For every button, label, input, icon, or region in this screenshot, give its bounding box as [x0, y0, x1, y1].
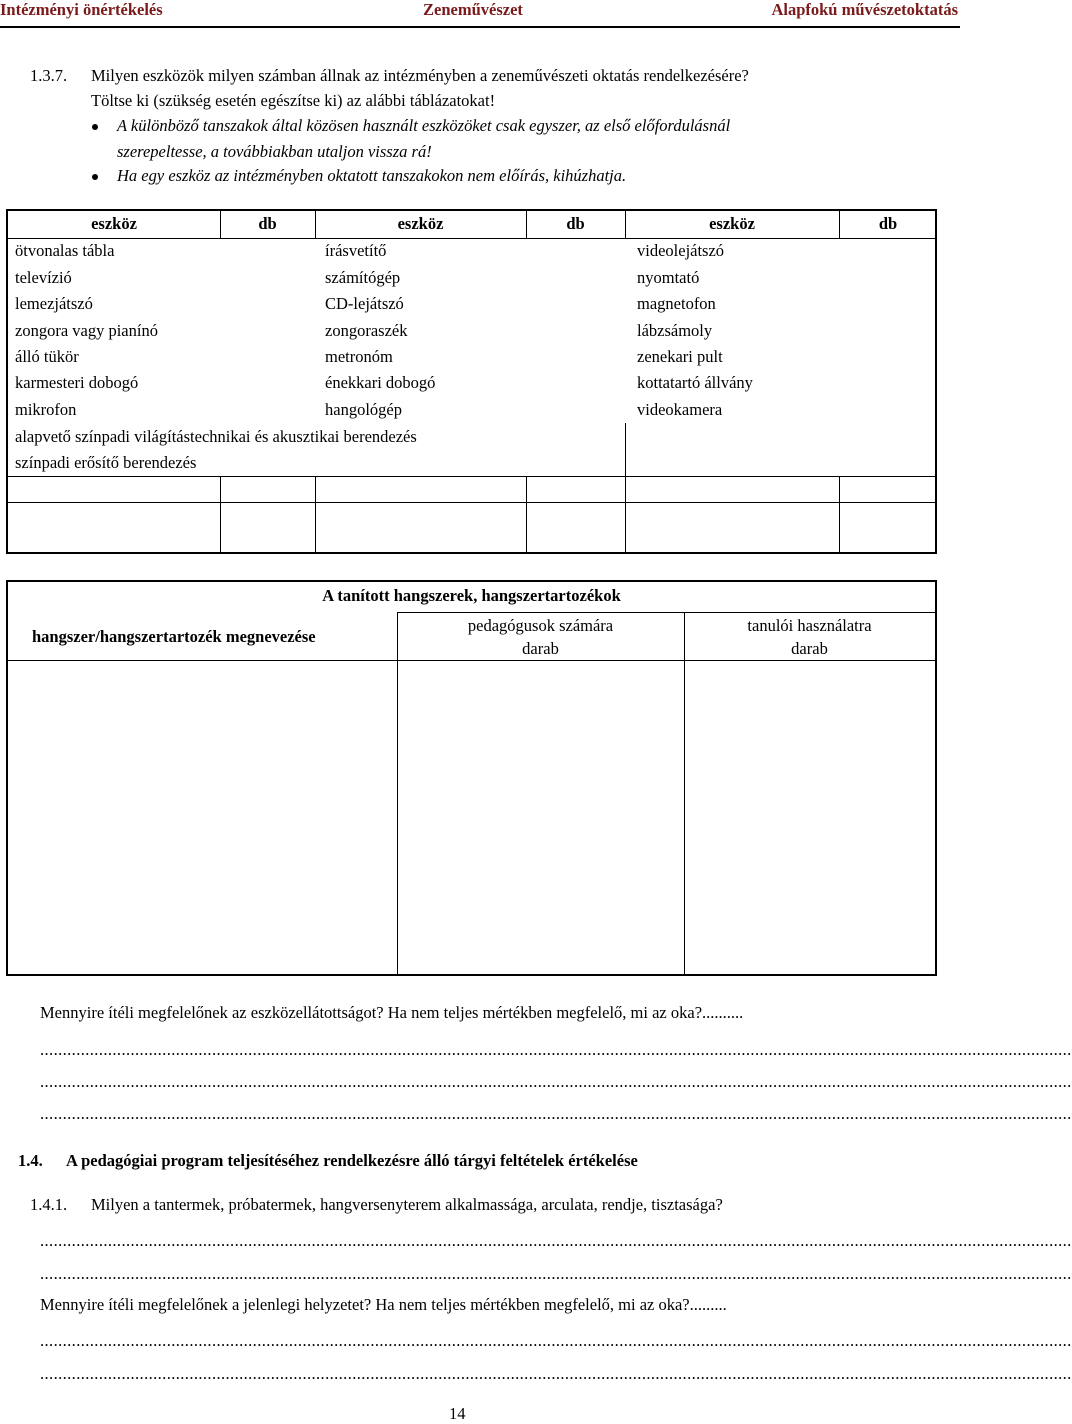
equipment-item: kottatartó állvány [637, 373, 753, 392]
section-question: Milyen a tantermek, próbatermek, hangversenyterem alkalmassága, arculata, rendje, tisztasága? [91, 1195, 723, 1214]
table-divider [625, 476, 626, 554]
instruments-table [6, 580, 937, 976]
table-divider [315, 476, 316, 554]
equipment-item: írásvetítő [325, 241, 387, 260]
equipment-item: számítógép [325, 268, 401, 287]
equipment-item: CD-lejátszó [325, 294, 404, 313]
table-divider [8, 476, 935, 477]
equipment-item: videokamera [637, 400, 723, 419]
equipment-item-wide: színpadi erősítő berendezés [15, 453, 197, 472]
table-divider [526, 476, 527, 554]
equipment-item: lemezjátszó [15, 294, 93, 313]
answer-line[interactable]: .................................................................................................................................................................................................................................... [40, 1104, 1072, 1123]
bullet-text: szerepeltesse, a továbbiakban utaljon vissza rá! [117, 142, 432, 161]
header-rule [0, 26, 960, 28]
section-instruction: Töltse ki (szükség esetén egészítse ki) az alábbi táblázatokat! [91, 91, 496, 110]
table-divider [8, 238, 935, 239]
answer-line[interactable]: .................................................................................................................................................................................................................................... [40, 1331, 1072, 1350]
bullet-text: A különböző tanszakok által közösen használt eszközöket csak egyszer, az első előfordulásnál [117, 116, 731, 135]
column-header: eszköz [709, 214, 755, 233]
equipment-item: lábzsámoly [637, 321, 713, 340]
header-center: Zeneművészet [423, 0, 523, 19]
question-text: Mennyire ítéli megfelelőnek a jelenlegi helyzetet? Ha nem teljes mértékben megfelelő, mi az oka?......... [40, 1295, 727, 1314]
equipment-item: magnetofon [637, 294, 716, 313]
equipment-item: hangológép [325, 400, 402, 419]
question-text: Mennyire ítéli megfelelőnek az eszközellátottságot? Ha nem teljes mértékben megfelelő, mi az oka?.......... [40, 1003, 744, 1022]
column-header: db [566, 214, 585, 233]
table-divider [8, 502, 935, 503]
column-header: pedagógusok számára [467, 616, 614, 635]
column-header: db [878, 214, 898, 233]
equipment-table [6, 209, 937, 554]
column-header: tanulói használatra [747, 616, 872, 635]
header-left: Intézményi önértékelés [0, 0, 163, 19]
column-header: eszköz [397, 214, 444, 233]
table-divider [625, 423, 626, 476]
answer-line[interactable]: .................................................................................................................................................................................................................................... [40, 1264, 1072, 1283]
table-divider [397, 612, 935, 613]
equipment-item: zongora vagy pianínó [15, 321, 158, 340]
equipment-item-wide: alapvető színpadi világítástechnikai és akusztikai berendezés [15, 427, 417, 446]
equipment-item: zenekari pult [637, 347, 723, 366]
section-number: 1.4. [18, 1151, 43, 1170]
column-header: darab [522, 639, 559, 658]
equipment-item: ötvonalas tábla [15, 241, 115, 260]
answer-line[interactable]: .................................................................................................................................................................................................................................... [40, 1364, 1072, 1383]
bullet-text: Ha egy eszköz az intézményben oktatott tanszakokon nem előírás, kihúzhatja. [117, 166, 627, 185]
answer-line[interactable]: .................................................................................................................................................................................................................................... [40, 1072, 1072, 1091]
equipment-item: zongoraszék [325, 321, 408, 340]
section-number: 1.3.7. [30, 66, 68, 85]
answer-line[interactable]: .................................................................................................................................................................................................................................... [40, 1040, 1072, 1059]
section-question: Milyen eszközök milyen számban állnak az intézményben a zeneművészeti oktatás rendelkezésére? [91, 66, 749, 85]
table-divider [839, 476, 840, 554]
equipment-item: énekkari dobogó [325, 373, 436, 392]
table-divider [8, 660, 935, 661]
equipment-item: videolejátszó [637, 241, 725, 260]
column-header: hangszer/hangszertartozék megnevezése [32, 627, 316, 646]
equipment-item: álló tükör [15, 347, 79, 366]
column-header: darab [791, 639, 828, 658]
equipment-item: televízió [15, 268, 72, 287]
table-divider [684, 612, 685, 974]
section-title: A pedagógiai program teljesítéséhez rendelkezésre álló tárgyi feltételek értékelése [66, 1151, 638, 1170]
equipment-item: karmesteri dobogó [15, 373, 139, 392]
column-header: db [258, 214, 277, 233]
bullet-icon [92, 174, 98, 180]
page-number: 14 [449, 1404, 466, 1423]
equipment-item: nyomtató [637, 268, 700, 287]
equipment-item: mikrofon [15, 400, 77, 419]
section-number: 1.4.1. [30, 1195, 68, 1214]
bullet-icon [92, 124, 98, 130]
equipment-item: metronóm [325, 347, 393, 366]
header-right: Alapfokú művészetoktatás [771, 0, 958, 19]
table-divider [220, 476, 221, 554]
table-divider [397, 612, 398, 974]
table-title: A tanított hangszerek, hangszertartozékok [322, 586, 621, 605]
answer-line[interactable]: .................................................................................................................................................................................................................................... [40, 1231, 1072, 1250]
column-header: eszköz [91, 214, 137, 233]
